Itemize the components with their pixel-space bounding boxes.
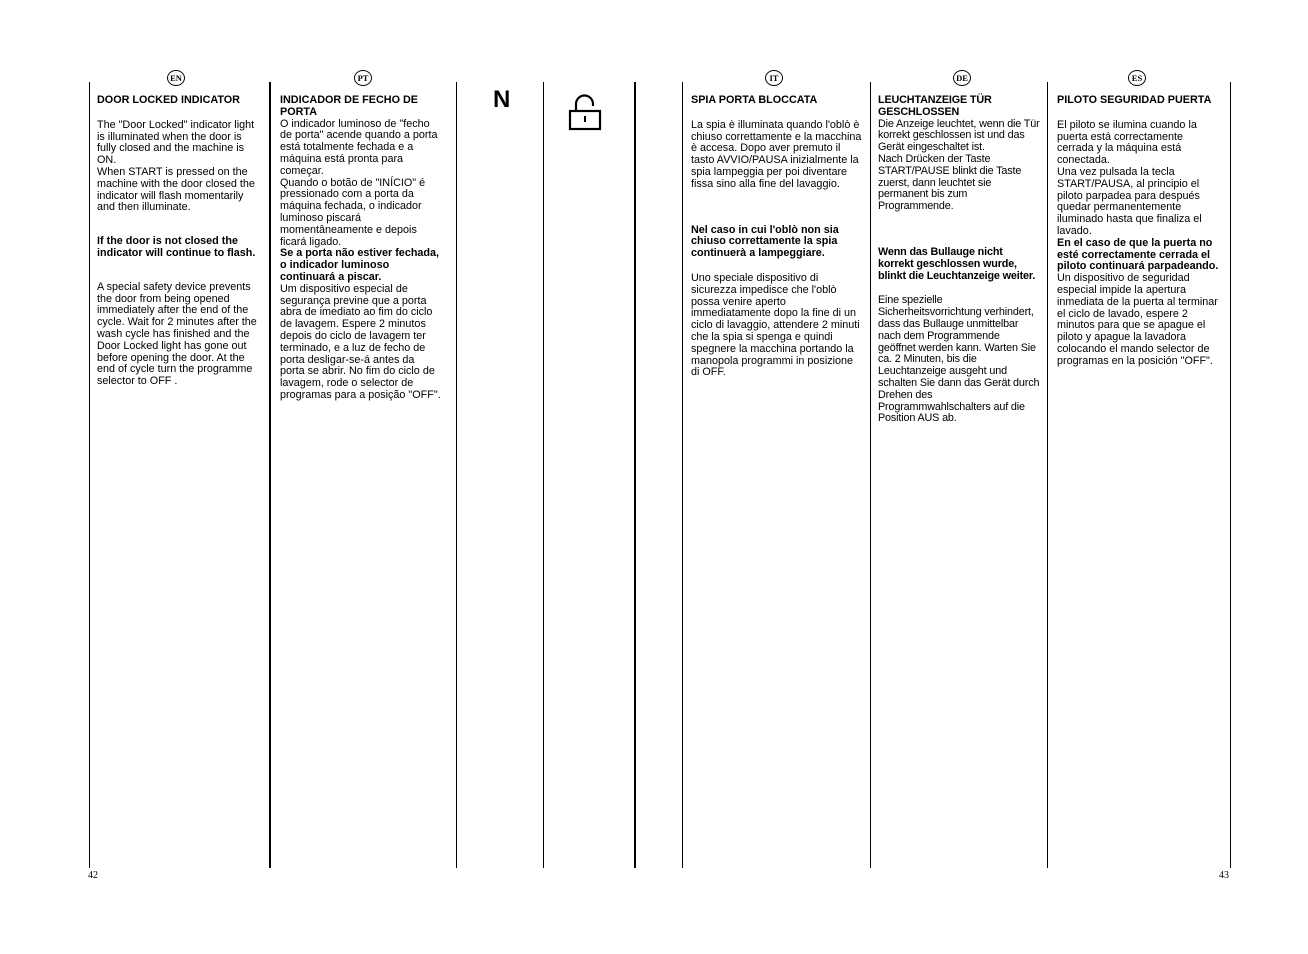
- heading-es: PILOTO SEGURIDAD PUERTA: [1057, 94, 1212, 106]
- language-badge-it: IT: [765, 70, 783, 86]
- paragraph-en-3: A special safety device prevents the door from being opened immediately after the end of the cycle. Wait for 2 minutes after the wash cycle has finished and the Door Locked light has gone out before opening the door. At the end of cycle turn the programme selector to OFF .: [97, 280, 257, 388]
- column-divider: [870, 82, 871, 868]
- padlock-open-icon: [568, 94, 602, 132]
- column-divider: [543, 82, 544, 868]
- paragraph-de-1: Die Anzeige leuchtet, wenn die Tür korrekt geschlossen ist und das Gerät eingeschaltet ist. Nach Drücken der Taste START/PAUSE blinkt die Taste zuerst, dann leuchtet sie permanent bis zum Programmende.: [878, 117, 1040, 213]
- paragraph-pt-1: O indicador luminoso de "fecho de porta" acende quando a porta está totalmente fechada e a máquina está pronta para começar. Quando o botão de "INÍCIO" é pressionado com a porta da máquina fechada, o indicador luminoso piscará momentâneamente e depois ficará ligado.: [280, 117, 438, 248]
- column-divider: [89, 82, 90, 868]
- paragraph-it-2: Nel caso in cui l'oblò non sia chiuso correttamente la spia continuerà a lampeggiare.: [691, 223, 839, 260]
- paragraph-de-2: Wenn das Bullauge nicht korrekt geschlossen wurde, blinkt die Leuchtanzeige weiter.: [878, 245, 1036, 282]
- column-de: [878, 95, 1040, 425]
- column-divider: [1047, 82, 1048, 868]
- column-en: [97, 95, 259, 388]
- paragraph-es-3: Un dispositivo de seguridad especial impide la apertura inmediata de la puerta al terminar el ciclo de lavado, espere 2 minutos para que se apague el piloto y apague la lavadora colocando el mando selector de programas en la posición "OFF".: [1057, 272, 1218, 367]
- language-badge-de: DE: [953, 70, 971, 86]
- language-badge-en: EN: [167, 70, 185, 86]
- column-divider: [269, 82, 271, 868]
- paragraph-en-1: The "Door Locked" indicator light is illuminated when the door is fully closed and the machine is ON. When START is pressed on the machine with the door closed the indicator will flash momentarily and then illuminate.: [97, 118, 255, 214]
- paragraph-it-3: Uno speciale dispositivo di sicurezza impedisce che l'oblò possa venire aperto immediatamente dopo la fine di un ciclo di lavaggio, attendere 2 minuti che la spia si spenga e quindi spegnere la macchina portando la manopola programmi in posizione di OFF.: [691, 271, 860, 379]
- paragraph-it-1: La spia è illuminata quando l'oblò è chiuso correttamente e la macchina è accesa. Dopo aver premuto il tasto AVVIO/PAUSA inizialmente la spia lampeggia per poi diventare fissa sino alla fine del lavaggio.: [691, 118, 862, 190]
- heading-de: LEUCHTANZEIGE TÜR GESCHLOSSEN: [878, 94, 992, 118]
- paragraph-de-3: Eine spezielle Sicherheitsvorrichtung verhindert, dass das Bullauge unmittelbar nach dem Programmende geöffnet werden kann. Warten Sie ca. 2 Minuten, bis die Leuchtanzeige ausgeht und schalten Sie dann das Gerät durch Drehen des Programmwahlschalters auf die Position AUS ab.: [878, 294, 1040, 425]
- heading-it: SPIA PORTA BLOCCATA: [691, 94, 818, 106]
- column-divider: [634, 82, 636, 868]
- paragraph-en-2: If the door is not closed the indicator will continue to flash.: [97, 235, 256, 259]
- column-divider: [456, 82, 457, 868]
- column-it: [691, 95, 863, 379]
- page-number-left: 42: [88, 870, 98, 881]
- heading-en: DOOR LOCKED INDICATOR: [97, 94, 240, 106]
- paragraph-es-1: El piloto se ilumina cuando la puerta está correctamente cerrada y la máquina está conectada. Una vez pulsada la tecla START/PAUSA, al principio el piloto parpadea para después quedar permanentemente iluminado hasta que finaliza el lavado.: [1057, 118, 1202, 237]
- paragraph-es-2: En el caso de que la puerta no esté correctamente cerrada el piloto continuará parpadeando.: [1057, 236, 1219, 273]
- column-divider: [1230, 82, 1231, 868]
- language-badge-pt: PT: [354, 70, 372, 86]
- section-marker: N: [493, 86, 511, 113]
- paragraph-pt-2: Se a porta não estiver fechada, o indicador luminoso continuará a piscar.: [280, 247, 440, 283]
- column-pt: [280, 95, 442, 402]
- paragraph-pt-3: Um dispositivo especial de segurança previne que a porta abra de imediato ao fim do ciclo de lavagem. Espere 2 minutos depois do ciclo de lavagem ter terminado, e a luz de fecho de porta desligar-se-á antes da porta se abrir. No fim do ciclo de lavagem, rode o selector de programas para a posição "OFF".: [280, 282, 441, 401]
- column-es: [1057, 95, 1221, 368]
- language-badge-es: ES: [1128, 70, 1146, 86]
- page-number-right: 43: [1219, 870, 1229, 881]
- heading-pt: INDICADOR DE FECHO DE PORTA: [280, 94, 418, 118]
- column-divider: [682, 82, 683, 868]
